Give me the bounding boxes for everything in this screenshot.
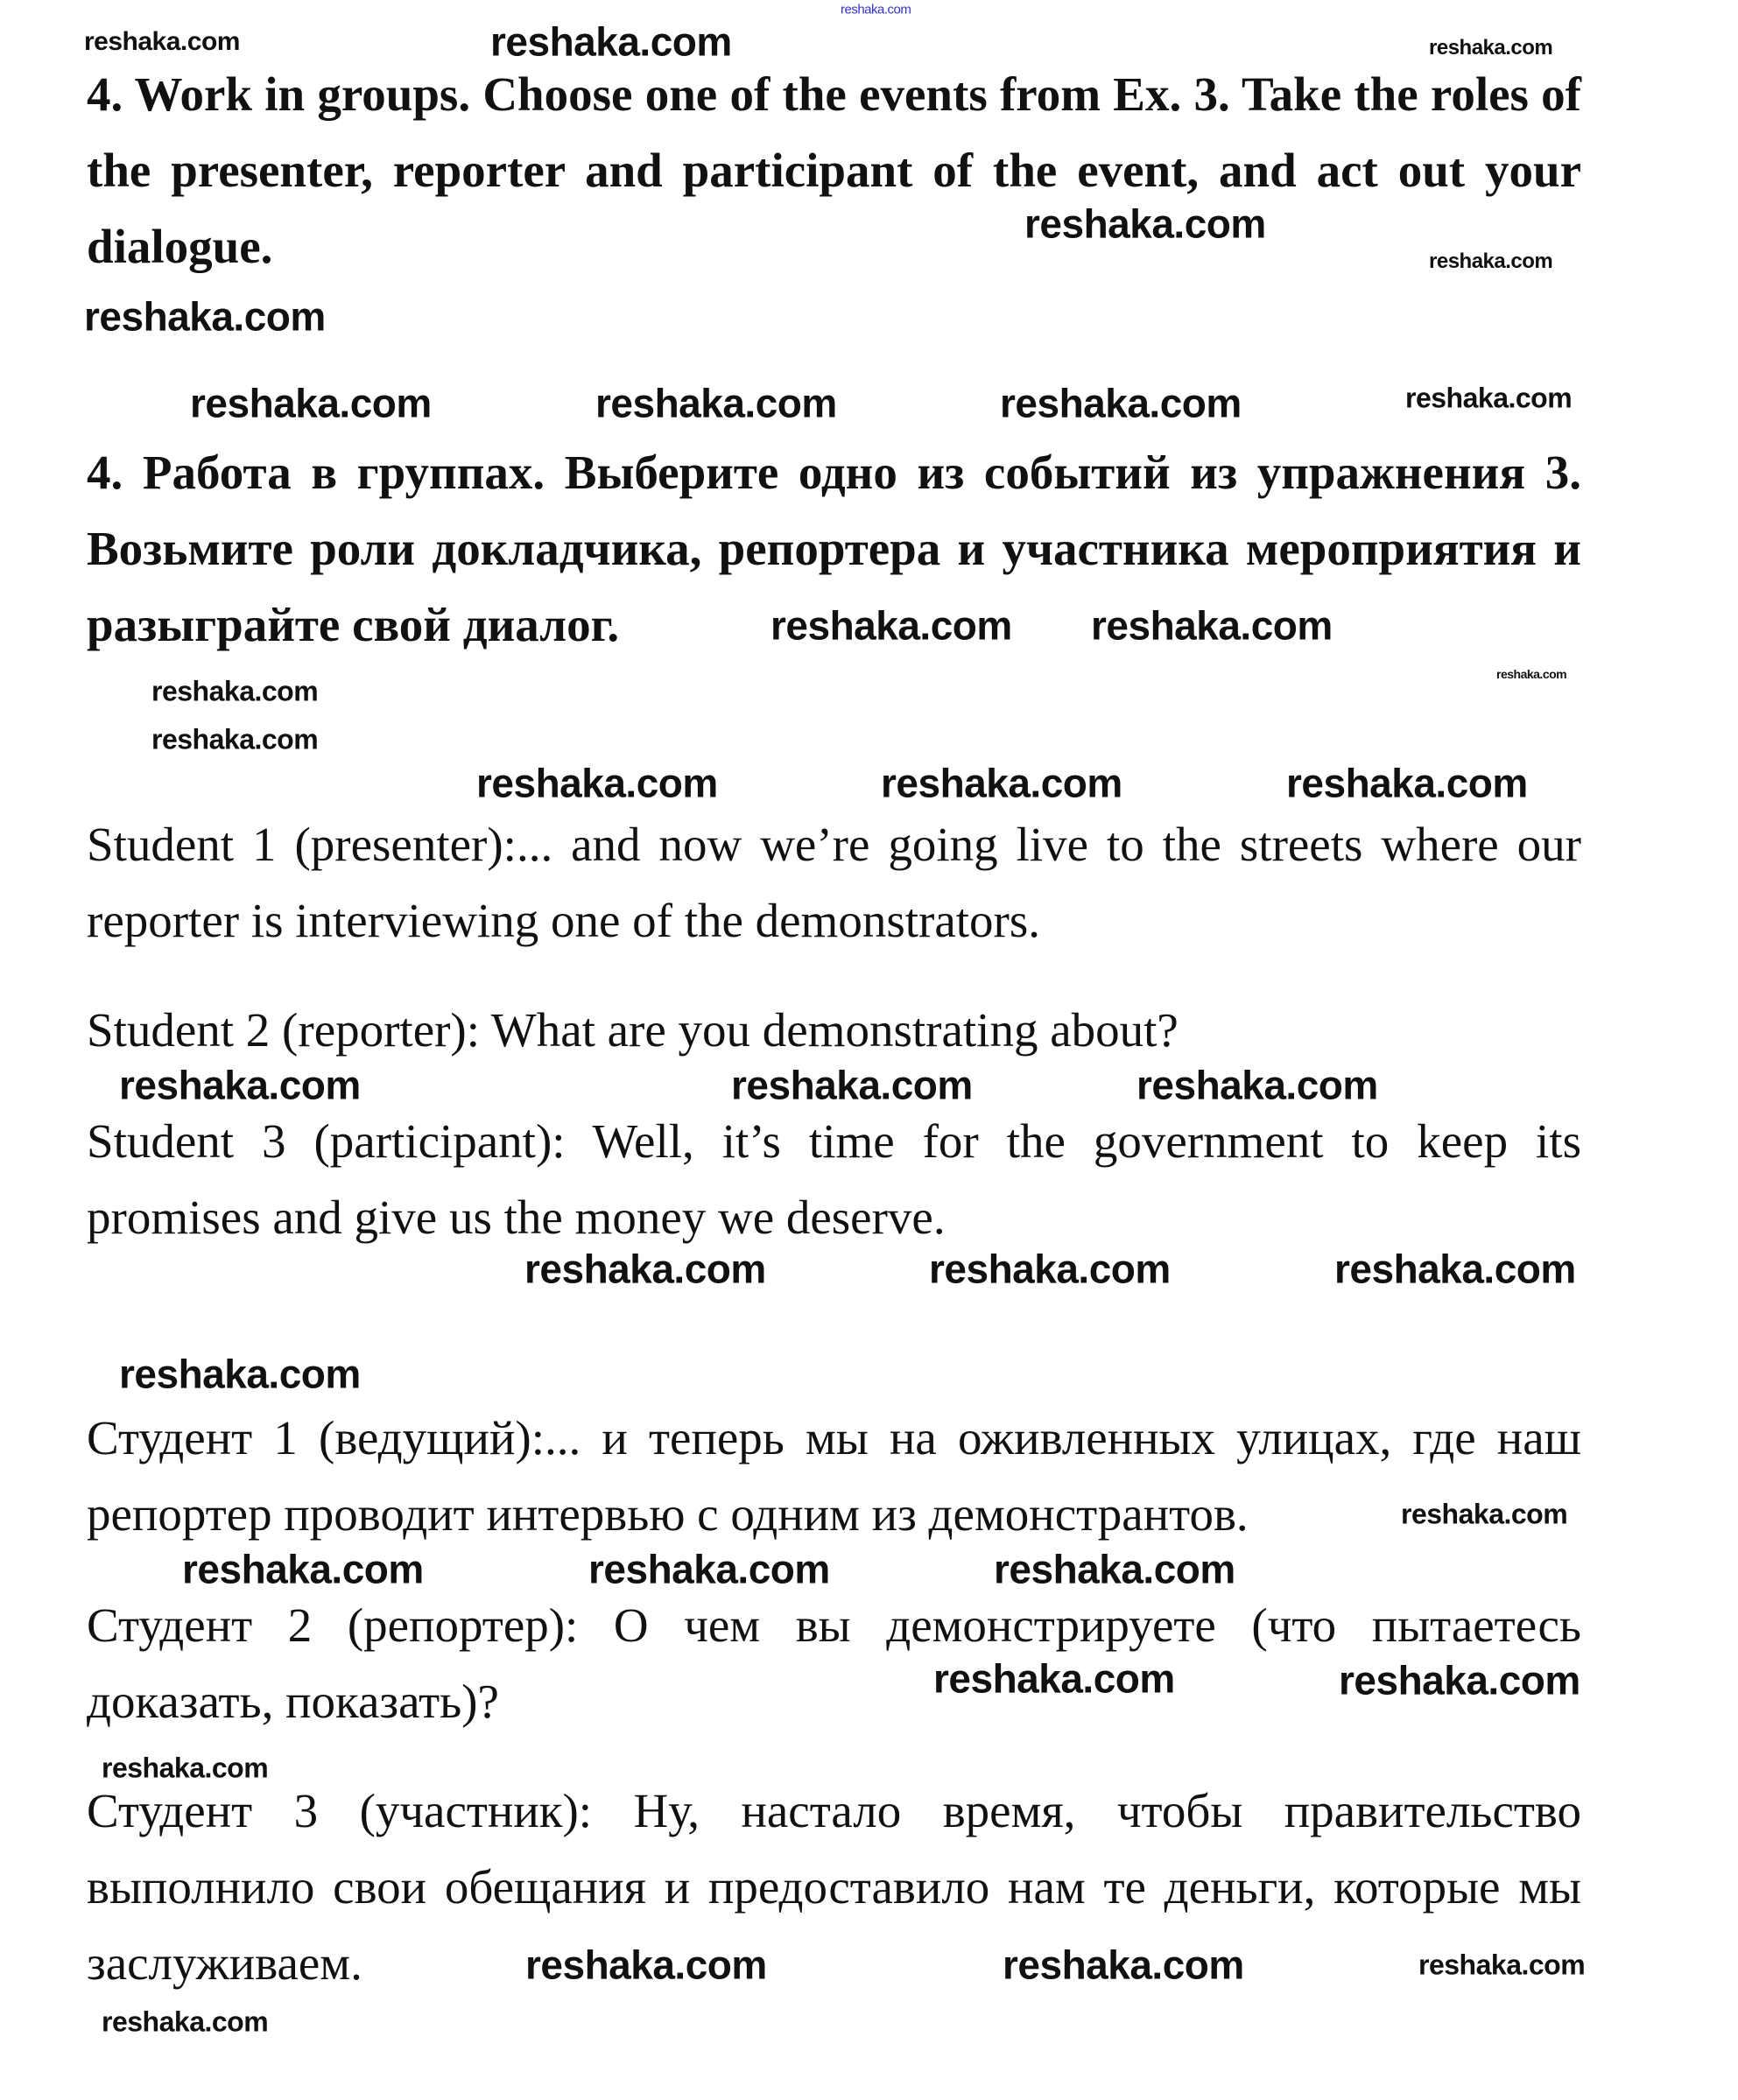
watermark: reshaka.com bbox=[1418, 1949, 1586, 1981]
watermark: reshaka.com bbox=[841, 2, 911, 18]
watermark: reshaka.com bbox=[1429, 249, 1553, 274]
watermark: reshaka.com bbox=[1429, 36, 1553, 60]
watermark: reshaka.com bbox=[595, 380, 837, 426]
dialogue-line-ru-1: Студент 1 (ведущий):... и теперь мы на оживленных улицах, где наш репортер проводит интервью с одним из демонстрантов. bbox=[87, 1411, 1581, 1541]
dialogue-line-en-1: Student 1 (presenter):... and now we’re going live to the streets where our reporter is interviewing one of the demonstrators. bbox=[87, 818, 1581, 947]
watermark: reshaka.com bbox=[994, 1546, 1235, 1592]
watermark: reshaka.com bbox=[102, 1752, 269, 1784]
watermark: reshaka.com bbox=[1024, 200, 1266, 247]
dialogue-line-ru-2: Студент 2 (репортер): О чем вы демонстрируете (что пытаетесь доказать, показать)? bbox=[87, 1598, 1581, 1728]
exercise-title-ru: 4. Работа в группах. Выберите одно из событий из упражнения 3. Возьмите роли докладчика, репортера и участника мероприятия и разыграйте свой диалог. bbox=[87, 446, 1581, 651]
watermark: reshaka.com bbox=[182, 1546, 424, 1592]
watermark: reshaka.com bbox=[84, 26, 240, 56]
watermark: reshaka.com bbox=[881, 760, 1122, 806]
watermark: reshaka.com bbox=[190, 380, 432, 426]
watermark: reshaka.com bbox=[1000, 380, 1242, 426]
watermark: reshaka.com bbox=[1405, 382, 1573, 414]
watermark: reshaka.com bbox=[1339, 1657, 1580, 1703]
watermark: reshaka.com bbox=[119, 1351, 361, 1397]
watermark: reshaka.com bbox=[525, 1942, 767, 1988]
watermark: reshaka.com bbox=[476, 760, 718, 806]
watermark: reshaka.com bbox=[770, 602, 1012, 649]
watermark: reshaka.com bbox=[1496, 666, 1567, 681]
watermark: reshaka.com bbox=[929, 1246, 1171, 1292]
watermark: reshaka.com bbox=[588, 1546, 830, 1592]
exercise-title-en: 4. Work in groups. Choose one of the events from Ex. 3. Take the roles of the presenter, reporter and participant of the event, and act out your dialogue. bbox=[87, 67, 1581, 273]
watermark: reshaka.com bbox=[731, 1062, 973, 1108]
dialogue-line-ru-3: Студент 3 (участник): Ну, настало время, чтобы правительство выполнило свои обещания и предоставило нам те деньги, которые мы заслуживаем. bbox=[87, 1784, 1581, 1990]
watermark: reshaka.com bbox=[1003, 1942, 1244, 1988]
watermark: reshaka.com bbox=[1401, 1498, 1568, 1530]
watermark: reshaka.com bbox=[1136, 1062, 1378, 1108]
dialogue-line-en-2: Student 2 (reporter): What are you demonstrating about? bbox=[87, 1003, 1179, 1057]
dialogue-line-en-3: Student 3 (participant): Well, it’s time for the government to keep its promises and give us the money we deserve. bbox=[87, 1114, 1581, 1244]
watermark: reshaka.com bbox=[151, 723, 319, 755]
watermark: reshaka.com bbox=[933, 1655, 1175, 1702]
watermark: reshaka.com bbox=[490, 18, 732, 65]
watermark: reshaka.com bbox=[102, 2005, 269, 2038]
watermark: reshaka.com bbox=[1091, 602, 1333, 649]
watermark: reshaka.com bbox=[84, 293, 326, 340]
watermark: reshaka.com bbox=[151, 675, 319, 707]
watermark: reshaka.com bbox=[1334, 1246, 1576, 1292]
watermark: reshaka.com bbox=[524, 1246, 766, 1292]
watermark: reshaka.com bbox=[1286, 760, 1528, 806]
watermark: reshaka.com bbox=[119, 1062, 361, 1108]
